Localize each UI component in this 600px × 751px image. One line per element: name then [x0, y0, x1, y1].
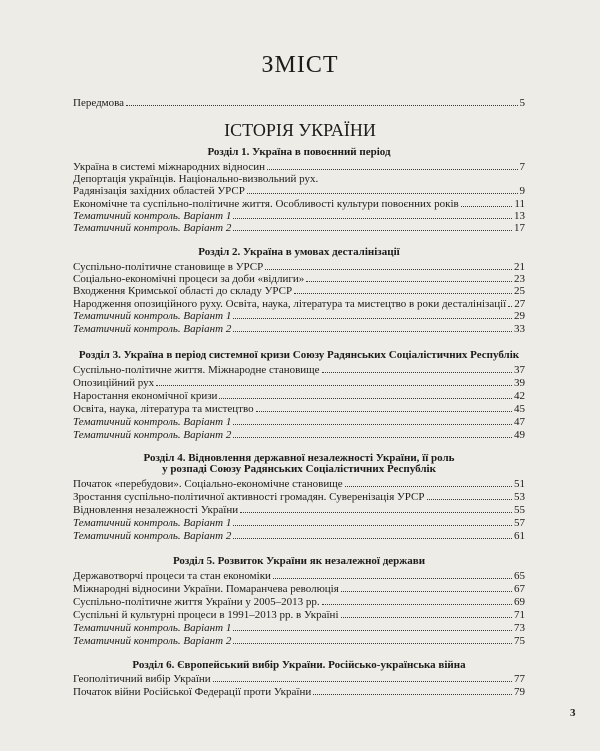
entry-label: Наростання економічної кризи [73, 390, 218, 402]
leader-dots [233, 437, 512, 438]
entry-page: 51 [514, 478, 525, 490]
entry-label: Входження Кримської області до складу УРСР [73, 285, 293, 297]
entry-label: Суспільні й культурні процеси в 1991–2013 рр. в Україні [73, 609, 339, 621]
toc-entry [73, 403, 525, 415]
chapter-heading: Розділ 2. Україна в умовах десталінізації [198, 246, 400, 258]
toc-entry [73, 622, 525, 634]
entry-label: Тематичний контроль. Варіант 1 [73, 416, 232, 428]
entry-label: Депортація українців. Національно-визвольний рух. [73, 173, 319, 185]
toc-entry [73, 673, 525, 685]
page-title: ЗМІСТ [261, 52, 339, 78]
toc-entry [73, 635, 525, 647]
entry-page: 37 [514, 364, 525, 376]
toc-entry [73, 298, 525, 310]
entry-page: 11 [514, 198, 525, 210]
entry-label: Суспільно-політичне життя. Міжнародне становище [73, 364, 320, 376]
toc-entry [73, 686, 525, 698]
toc-entry [73, 161, 525, 173]
leader-dots [233, 630, 512, 631]
entry-label: Народження опозиційного руху. Освіта, наука, література та мистецтво в роки десталінізації [73, 298, 507, 310]
toc-entry [73, 222, 525, 234]
entry-label: Соціально-економічні процеси за доби «відлиги» [73, 273, 305, 285]
toc-entry [73, 504, 525, 516]
entry-label: Тематичний контроль. Варіант 2 [73, 222, 232, 234]
entry-page: 33 [514, 323, 525, 335]
toc-entry-preface [73, 97, 525, 109]
entry-label: Україна в системі міжнародних відносин [73, 161, 266, 173]
leader-dots [126, 105, 517, 106]
entry-page: 53 [514, 491, 525, 503]
toc-entry [73, 596, 525, 608]
toc-entry [73, 173, 525, 185]
chapter-heading: Розділ 4. Відновлення державної незалежності України, її роль [143, 452, 455, 464]
entry-page: 73 [514, 622, 525, 634]
entry-label: Геополітичний вибір України [73, 673, 211, 685]
leader-dots [247, 193, 518, 194]
leader-dots [256, 411, 512, 412]
toc-entry [73, 609, 525, 621]
entry-page: 5 [519, 97, 525, 109]
leader-dots [233, 525, 512, 526]
entry-label: Тематичний контроль. Варіант 2 [73, 429, 232, 441]
leader-dots [240, 512, 512, 513]
entry-page: 71 [514, 609, 525, 621]
leader-dots [219, 398, 512, 399]
entry-label: Міжнародні відносини України. Помаранчева революція [73, 583, 339, 595]
entry-page: 7 [519, 161, 525, 173]
entry-page: 27 [514, 298, 526, 310]
entry-label: Початок війни Російської Федерації проти України [73, 686, 312, 698]
entry-page: 77 [514, 673, 525, 685]
toc-entry [73, 416, 525, 428]
toc-entry [73, 491, 525, 503]
leader-dots [213, 681, 512, 682]
leader-dots [233, 424, 512, 425]
toc-entry [73, 583, 525, 595]
entry-page: 69 [514, 596, 525, 608]
toc-entry [73, 478, 525, 490]
entry-page: 29 [514, 310, 525, 322]
entry-page: 55 [514, 504, 525, 516]
entry-page: 65 [514, 570, 525, 582]
toc-entry [73, 261, 525, 273]
entry-page: 67 [514, 583, 525, 595]
entry-label: Тематичний контроль. Варіант 1 [73, 310, 232, 322]
leader-dots [306, 281, 512, 282]
chapter-heading-line2: у розпаді Союзу Радянських Соціалістичних Республік [162, 463, 436, 475]
entry-page: 23 [514, 273, 525, 285]
entry-label: Суспільно-політичне становище в УРСР [73, 261, 264, 273]
entry-label: Освіта, наука, література та мистецтво [73, 403, 254, 415]
page-number: 3 [570, 707, 576, 719]
leader-dots [508, 306, 512, 307]
toc-entry [73, 377, 525, 389]
leader-dots [341, 591, 512, 592]
toc-entry [73, 210, 525, 222]
entry-page: 47 [514, 416, 525, 428]
leader-dots [322, 604, 512, 605]
entry-label: Тематичний контроль. Варіант 2 [73, 635, 232, 647]
toc-entry [73, 429, 525, 441]
leader-dots [273, 578, 512, 579]
entry-label: Передмова [73, 97, 125, 109]
entry-label: Радянізація західних областей УРСР [73, 185, 245, 197]
entry-page: 39 [514, 377, 525, 389]
leader-dots [461, 206, 513, 207]
entry-label: Тематичний контроль. Варіант 1 [73, 210, 232, 222]
leader-dots [233, 218, 512, 219]
toc-entry [73, 198, 525, 210]
chapter-heading: Розділ 6. Європейський вибір України. Російсько-українська війна [132, 659, 466, 671]
toc-entry [73, 517, 525, 529]
toc-entry [73, 310, 525, 322]
entry-label: Суспільно-політичне життя України у 2005–2013 рр. [73, 596, 320, 608]
leader-dots [341, 617, 512, 618]
leader-dots [265, 269, 512, 270]
entry-page: 25 [514, 285, 525, 297]
leader-dots [233, 331, 512, 332]
toc-entry [73, 273, 525, 285]
entry-page: 57 [514, 517, 525, 529]
leader-dots [233, 538, 512, 539]
chapter-heading: Розділ 5. Розвиток України як незалежної держави [172, 555, 426, 567]
entry-page: 61 [514, 530, 525, 542]
toc-entry [73, 570, 525, 582]
chapter-heading: Розділ 3. Україна в період системної кризи Союзу Радянських Соціалістичних Республік [78, 349, 520, 361]
entry-page: 21 [514, 261, 525, 273]
toc-entry [73, 285, 525, 297]
entry-page: 42 [514, 390, 525, 402]
entry-label: Відновлення незалежності України [73, 504, 239, 516]
toc-entry [73, 364, 525, 376]
entry-page: 75 [514, 635, 525, 647]
toc-entry [73, 530, 525, 542]
entry-label: Тематичний контроль. Варіант 1 [73, 517, 232, 529]
entry-label: Опозиційний рух [73, 377, 155, 389]
leader-dots [313, 694, 512, 695]
entry-page: 17 [514, 222, 525, 234]
toc-entry [73, 185, 525, 197]
entry-label: Тематичний контроль. Варіант 1 [73, 622, 232, 634]
leader-dots [233, 230, 512, 231]
entry-page: 9 [519, 185, 525, 197]
section-title: ІСТОРІЯ УКРАЇНИ [224, 120, 376, 140]
chapter-heading: Розділ 1. Україна в повоєнний період [207, 146, 391, 158]
leader-dots [233, 318, 512, 319]
entry-page: 45 [514, 403, 525, 415]
leader-dots [322, 372, 512, 373]
leader-dots [267, 169, 517, 170]
entry-label: Економічне та суспільно-політичне життя. Особливості культури повоєнних років [73, 198, 459, 210]
leader-dots [294, 293, 512, 294]
entry-label: Зростання суспільно-політичної активності громадян. Суверенізація УРСР [73, 491, 425, 503]
entry-label: Тематичний контроль. Варіант 2 [73, 323, 232, 335]
toc-entry [73, 390, 525, 402]
leader-dots [345, 486, 512, 487]
leader-dots [156, 385, 512, 386]
leader-dots [233, 643, 512, 644]
entry-page: 79 [514, 686, 525, 698]
entry-label: Тематичний контроль. Варіант 2 [73, 530, 232, 542]
leader-dots [427, 499, 512, 500]
entry-page: 49 [514, 429, 525, 441]
entry-label: Початок «перебудови». Соціально-економічне становище [73, 478, 343, 490]
entry-label: Державотворчі процеси та стан економіки [73, 570, 271, 582]
toc-entry [73, 323, 525, 335]
entry-page: 13 [514, 210, 525, 222]
